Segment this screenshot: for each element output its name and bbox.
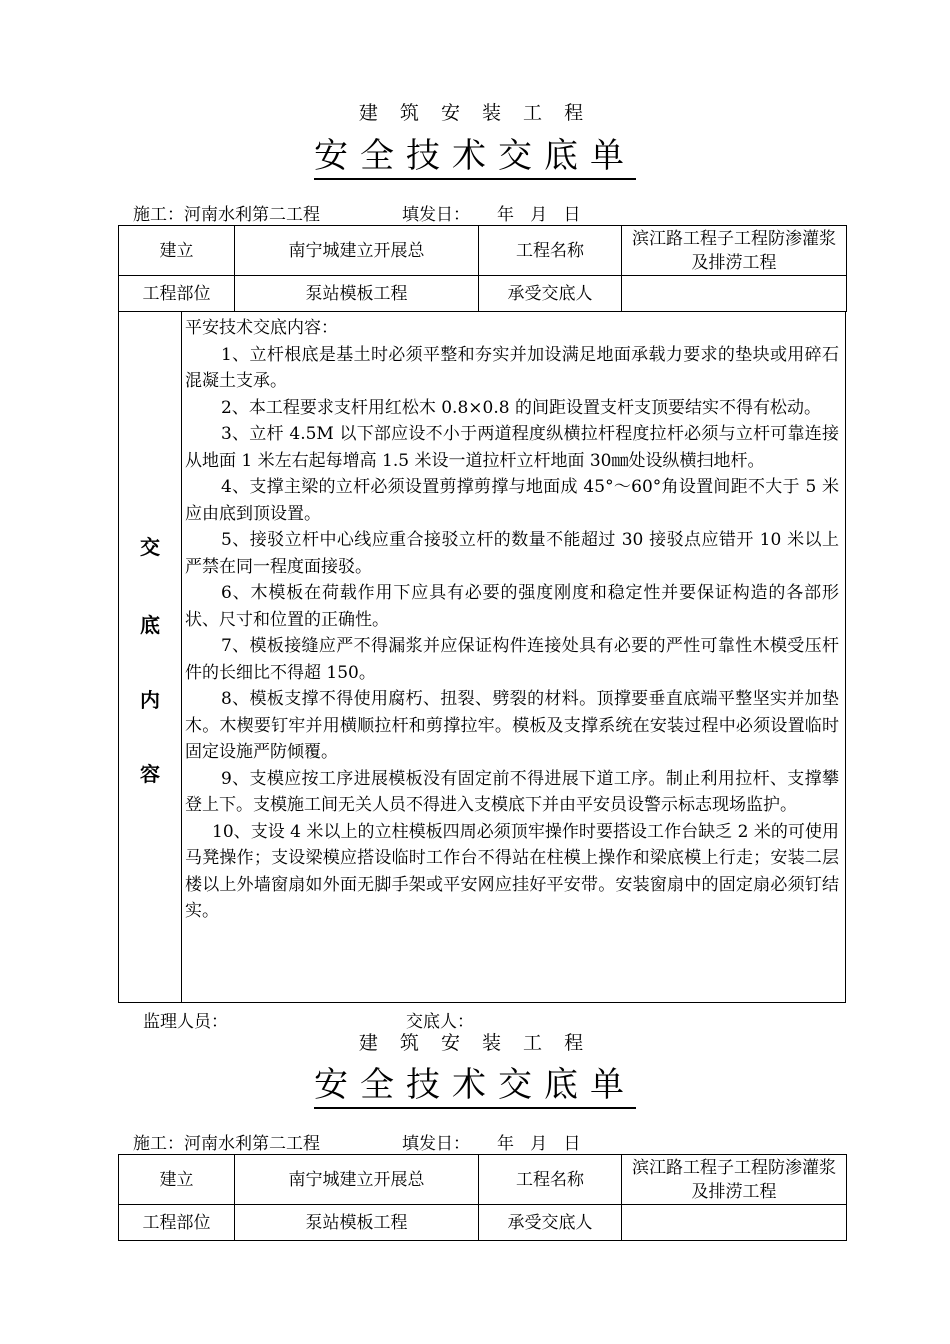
disclosure-item: 8、模板支撑不得使用腐朽、扭裂、劈裂的材料。顶撑要垂直底端平整坚实并加垫木。木楔要钉牢并用横顺拉杆和剪撑拉牢。模板及支撑系统在安装过程中必须设置临时固定设施严防倾覆。 [185, 689, 839, 762]
supervisor-label: 监理人员： [143, 1012, 228, 1032]
disclosure-content-box [118, 311, 846, 1003]
cell-label-project-name: 工程名称 [479, 226, 622, 276]
form-title-text: 安全技术交底单 [314, 136, 636, 180]
disclosure-side-label [119, 311, 182, 1002]
disclosure-item: 6、木模板在荷载作用下应具有必要的强度刚度和稳定性并要保证构造的各部形状、尺寸和位置的正确性。 [185, 583, 839, 630]
disclosure-intro: 平安技术交底内容： [185, 318, 338, 338]
form-title-text: 安全技术交底单 [314, 1065, 636, 1109]
form-subtitle: 建 筑 安 装 工 程 [358, 102, 592, 124]
cell-label-project-part: 工程部位 [119, 276, 235, 312]
cell-label-jianli: 建立 [119, 226, 235, 276]
disclosure-text [185, 315, 839, 925]
disclosure-item: 2、本工程要求支杆用红松木 0.8×0.8 的间距设置支杆支顶要结实不得有松动。 [221, 397, 821, 418]
disclosure-item: 10、支设 4 米以上的立柱模板四周必须顶牢操作时要搭设工作台缺乏 2 米的可使用马凳操作；支设梁模应搭设临时工作台不得站在柱模上操作和梁底模上行走；安装二层楼以上外墙窗扇如外面无脚手架或平安网应挂好平安带。安装窗扇中的固定扇必须钉结实。 [185, 821, 839, 921]
disclosure-item: 7、模板接缝应严不得漏浆并应保证构件连接处具有必要的严性可靠性木模受压杆件的长细比不得超 150。 [185, 636, 839, 683]
form-subtitle: 建 筑 安 装 工 程 [358, 1032, 592, 1054]
info-table [118, 225, 847, 312]
fill-date: 填发日： 年 月 日 [402, 205, 581, 225]
cell-label-jianli: 建立 [119, 1155, 235, 1205]
form-title [0, 1057, 950, 1106]
disclosure-item: 3、立杆 4.5M 以下部应设不小于两道程度纵横拉杆程度拉杆必须与立杆可靠连接从地面 1 米左右起每增高 1.5 米设一道拉杆立杆地面 30㎜处设纵横扫地杆。 [185, 424, 839, 471]
fill-date: 填发日： 年 月 日 [402, 1134, 581, 1154]
side-char: 内 [140, 688, 160, 712]
cell-label-recipient: 承受交底人 [479, 276, 622, 312]
cell-value-jianli: 南宁城建立开展总 [235, 226, 479, 276]
cell-value-project-name: 滨江路工程子工程防渗灌浆及排涝工程 [622, 1155, 847, 1205]
cell-label-recipient: 承受交底人 [479, 1205, 622, 1241]
construction-unit: 施工：河南水利第二工程 [133, 205, 320, 225]
side-char: 底 [140, 613, 160, 637]
cell-value-recipient [622, 276, 847, 312]
disclosure-item: 9、支模应按工序进展模板没有固定前不得进展下道工序。制止利用拉杆、支撑攀登上下。支模施工间无关人员不得进入支模底下并由平安员设警示标志现场监护。 [185, 768, 839, 815]
disclosure-item: 4、支撑主梁的立杆必须设置剪撑剪撑与地面成 45°～60°角设置间距不大于 5 米应由底到顶设置。 [185, 477, 839, 524]
cell-value-jianli: 南宁城建立开展总 [235, 1155, 479, 1205]
cell-label-project-part: 工程部位 [119, 1205, 235, 1241]
side-char: 交 [140, 535, 160, 559]
cell-value-project-name: 滨江路工程子工程防渗灌浆及排涝工程 [622, 226, 847, 276]
disclosure-item: 1、立杆根底是基土时必须平整和夯实并加设满足地面承载力要求的垫块或用碎石混凝土支承。 [185, 344, 839, 391]
cell-label-project-name: 工程名称 [479, 1155, 622, 1205]
info-table [118, 1154, 847, 1241]
discloser-label: 交底人： [406, 1012, 474, 1032]
cell-value-recipient [622, 1205, 847, 1241]
form-title [0, 128, 950, 177]
cell-value-project-part: 泵站模板工程 [235, 1205, 479, 1241]
cell-value-project-part: 泵站模板工程 [235, 276, 479, 312]
disclosure-item: 5、接驳立杆中心线应重合接驳立杆的数量不能超过 30 接驳点应错开 10 米以上严禁在同一程度面接驳。 [185, 530, 839, 577]
construction-unit: 施工：河南水利第二工程 [133, 1134, 320, 1154]
side-char: 容 [140, 762, 160, 786]
